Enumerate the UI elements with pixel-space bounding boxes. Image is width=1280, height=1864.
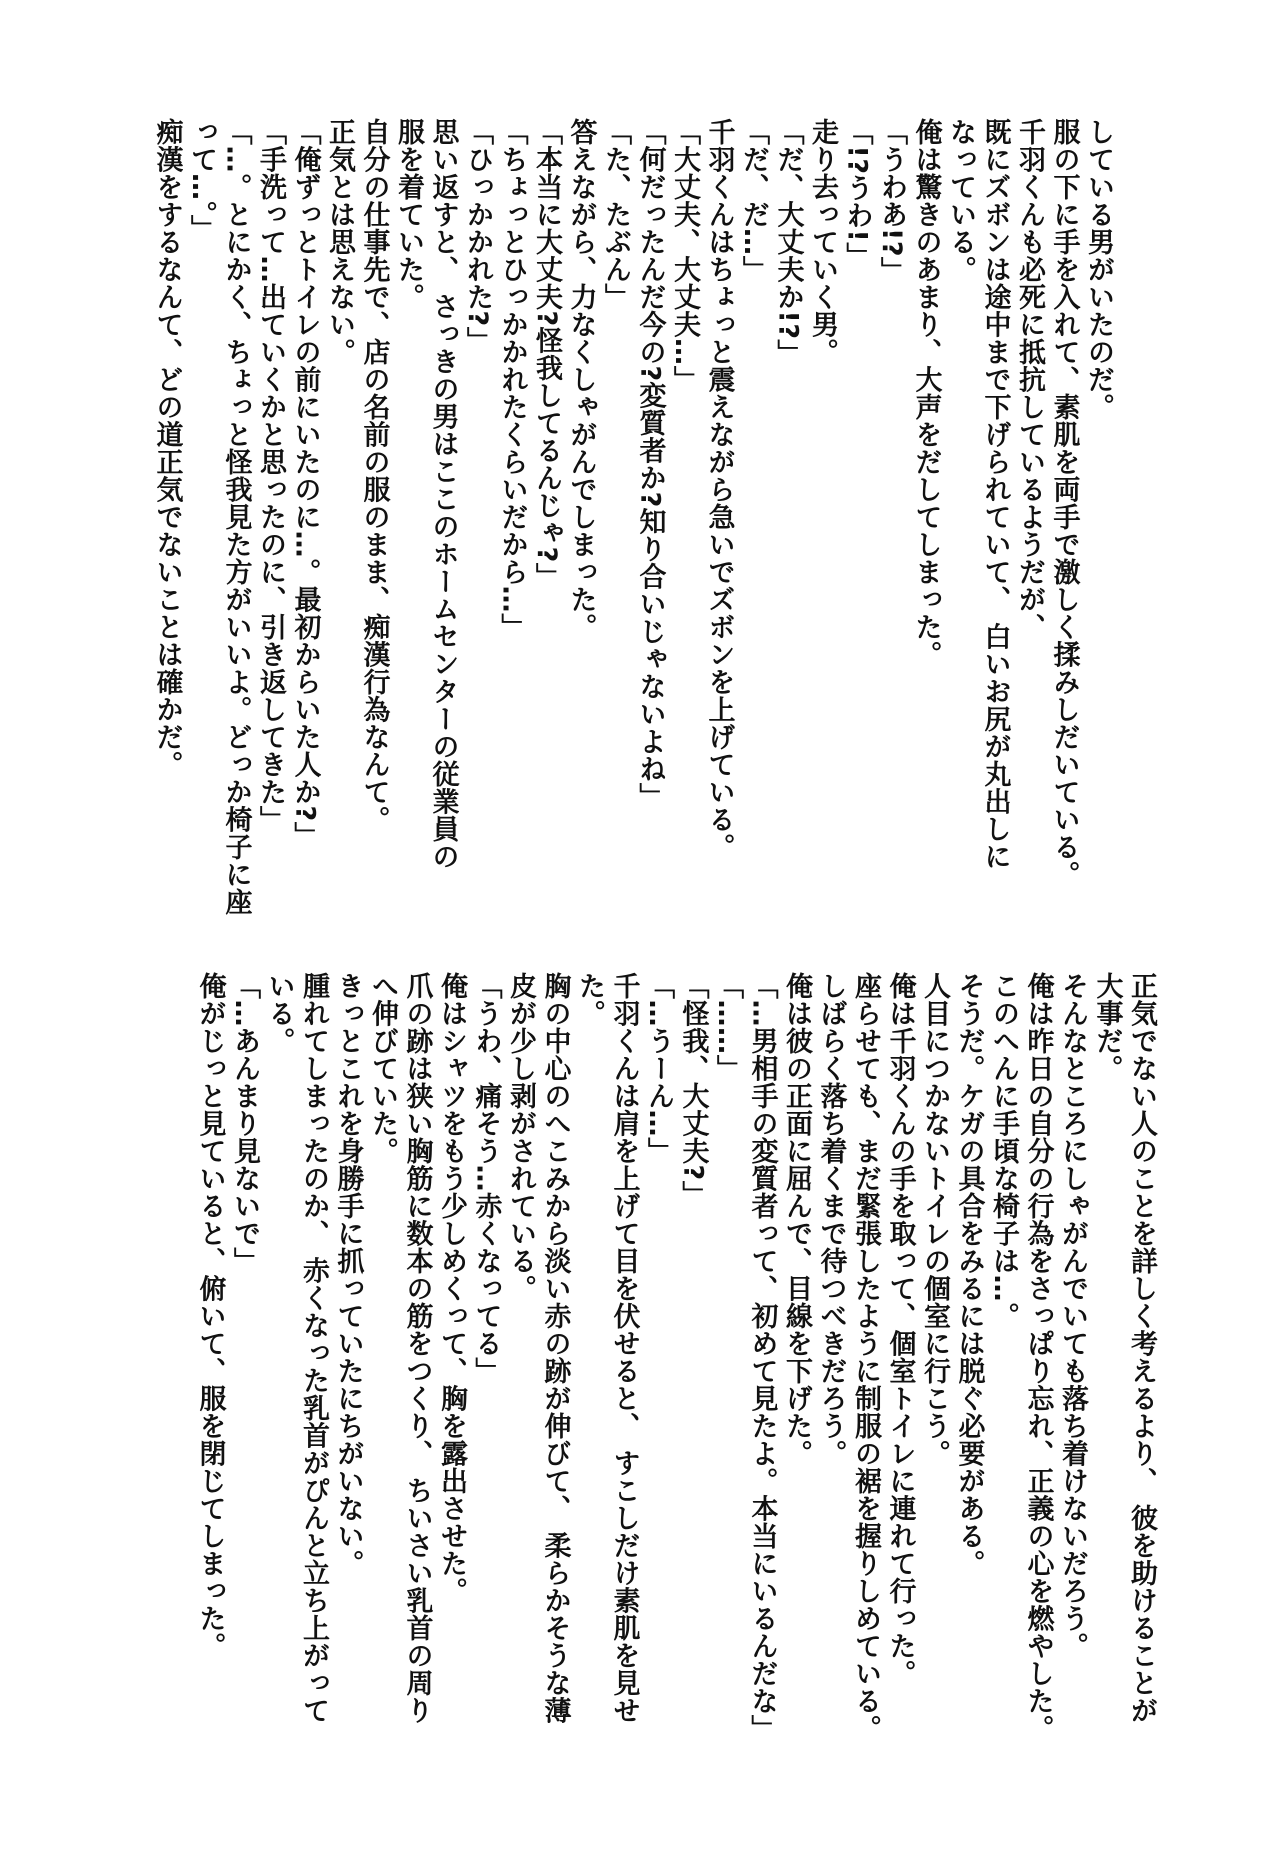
text-line: 胸の中心のへこみから淡い赤の跡が伸びて、 柔らかそうな薄: [539, 972, 571, 1725]
text-line: している男がいたのだ。: [1083, 118, 1114, 421]
text-line: 「!?うわ!」: [841, 118, 873, 270]
text-line: 爪の跡は狭い胸筋に数本の筋をつくり、 ちいさい乳首の周り: [401, 972, 433, 1725]
text-line: そんなところにしゃがんでいても落ち着けないだろう。: [1057, 972, 1088, 1660]
text-line: 「怪我、大丈夫?」: [677, 972, 709, 1209]
text-line: 「俺ずっとトイレの前にいたのに…。最初からいた人か?」: [289, 118, 321, 850]
text-line: へ伸びていた。: [367, 972, 398, 1165]
text-line: 「…あんまり見ないで」: [229, 972, 260, 1275]
text-line: 俺は千羽くんの手を取って、個室トイレに連れて行った。: [884, 972, 916, 1687]
text-line: 「ちょっとひっかかれたくらいだから…」: [496, 118, 528, 641]
text-line: た。: [574, 972, 605, 1027]
text-line: 「大丈夫、大丈夫…」: [669, 118, 700, 393]
text-line: 俺は昨日の自分の行為をさっぱり忘れ、正義の心を燃やした。: [1022, 972, 1054, 1742]
text-line: 腫れてしまったのか、 赤くなった乳首がぴんと立ち上がって: [298, 972, 329, 1725]
text-line: って…。」: [186, 118, 217, 242]
text-line: 「何だったんだ今の?変質者か?知り合いじゃないよね」: [634, 118, 666, 811]
text-line: 服を着ていた。: [393, 118, 424, 311]
text-block-bottom: [73, 972, 1158, 1762]
text-line: 既にズボンは途中まで下げられていて、 白いお尻が丸出しに: [979, 118, 1011, 871]
text-block-top: [75, 118, 1115, 916]
text-line: 「……」: [712, 972, 743, 1082]
text-line: 俺は彼の正面に屈んで、目線を下げた。: [781, 972, 812, 1467]
text-line: 自分の仕事先で、店の名前の服のまま、痴漢行為なんて。: [358, 118, 390, 833]
text-line: 大事だ。: [1091, 972, 1123, 1082]
text-line: いる。: [263, 972, 295, 1055]
text-line: このへんに手頃な椅子は…。: [988, 972, 1019, 1330]
text-line: 答えながら、力なくしゃがんでしまった。: [565, 118, 597, 641]
text-line: 「…。とにかく、ちょっと怪我見た方がいいよ。どっか椅子に座: [220, 118, 252, 916]
text-line: 「…うーん…」: [643, 972, 674, 1165]
text-line: 俺がじっと見ていると、俯いて、服を閉じてしまった。: [194, 972, 226, 1660]
text-line: 「だ、大丈夫か!?」: [772, 118, 804, 367]
text-line: 「うわ、痛そう…赤くなってる」: [470, 972, 502, 1385]
text-line: 「本当に大丈夫?怪我してるんじゃ?」: [531, 118, 562, 591]
text-line: 「手洗って…出ていくかと思ったのに、引き返してきた」: [255, 118, 286, 833]
text-line: 「うわあ!?」: [876, 118, 907, 285]
text-line: 服の下に手を入れて、素肌を両手で激しく揉みしだいている。: [1048, 118, 1080, 888]
text-line: 痴漢をするなんて、どの道正気でないことは確かだ。: [151, 118, 183, 778]
text-line: 正気でない人のことを詳しく考えるより、 彼を助けることが: [1126, 972, 1157, 1725]
text-line: 思い返すと、 さっきの男はここのホームセンターの従業員の: [427, 118, 459, 871]
text-line: きっとこれを身勝手に抓っていたにちがいない。: [332, 972, 364, 1577]
text-line: 「…男相手の変質者って、初めて見たよ。本当にいるんだな」: [746, 972, 778, 1742]
text-line: 正気とは思えない。: [324, 118, 355, 366]
text-line: 俺は驚きのあまり、大声をだしてしまった。: [910, 118, 942, 668]
text-line: 「だ、だ…」: [738, 118, 769, 283]
text-line: 皮が少し剥がされている。: [505, 972, 536, 1302]
text-line: 千羽くんはちょっと震えながら急いでズボンを上げている。: [703, 118, 735, 861]
text-line: 「ひっかかれた?」: [462, 118, 493, 355]
text-line: なっている。: [945, 118, 976, 283]
text-line: 千羽くんも必死に抵抗しているようだが、: [1014, 118, 1045, 641]
text-line: 千羽くんは肩を上げて目を伏せると、 すこしだけ素肌を見せ: [608, 972, 640, 1725]
text-line: 人目につかないトイレの個室に行こう。: [919, 972, 950, 1467]
text-line: 走り去っていく男。: [807, 118, 838, 366]
text-line: そうだ。ケガの具合をみるには脱ぐ必要がある。: [953, 972, 985, 1577]
text-line: 座らせても、まだ緊張したように制服の裾を握りしめている。: [850, 972, 881, 1742]
text-line: 「た、たぶん」: [600, 118, 631, 311]
text-line: しばらく落ち着くまで待つべきだろう。: [815, 972, 847, 1467]
text-line: 俺はシャツをもう少しめくって、胸を露出させた。: [436, 972, 467, 1605]
